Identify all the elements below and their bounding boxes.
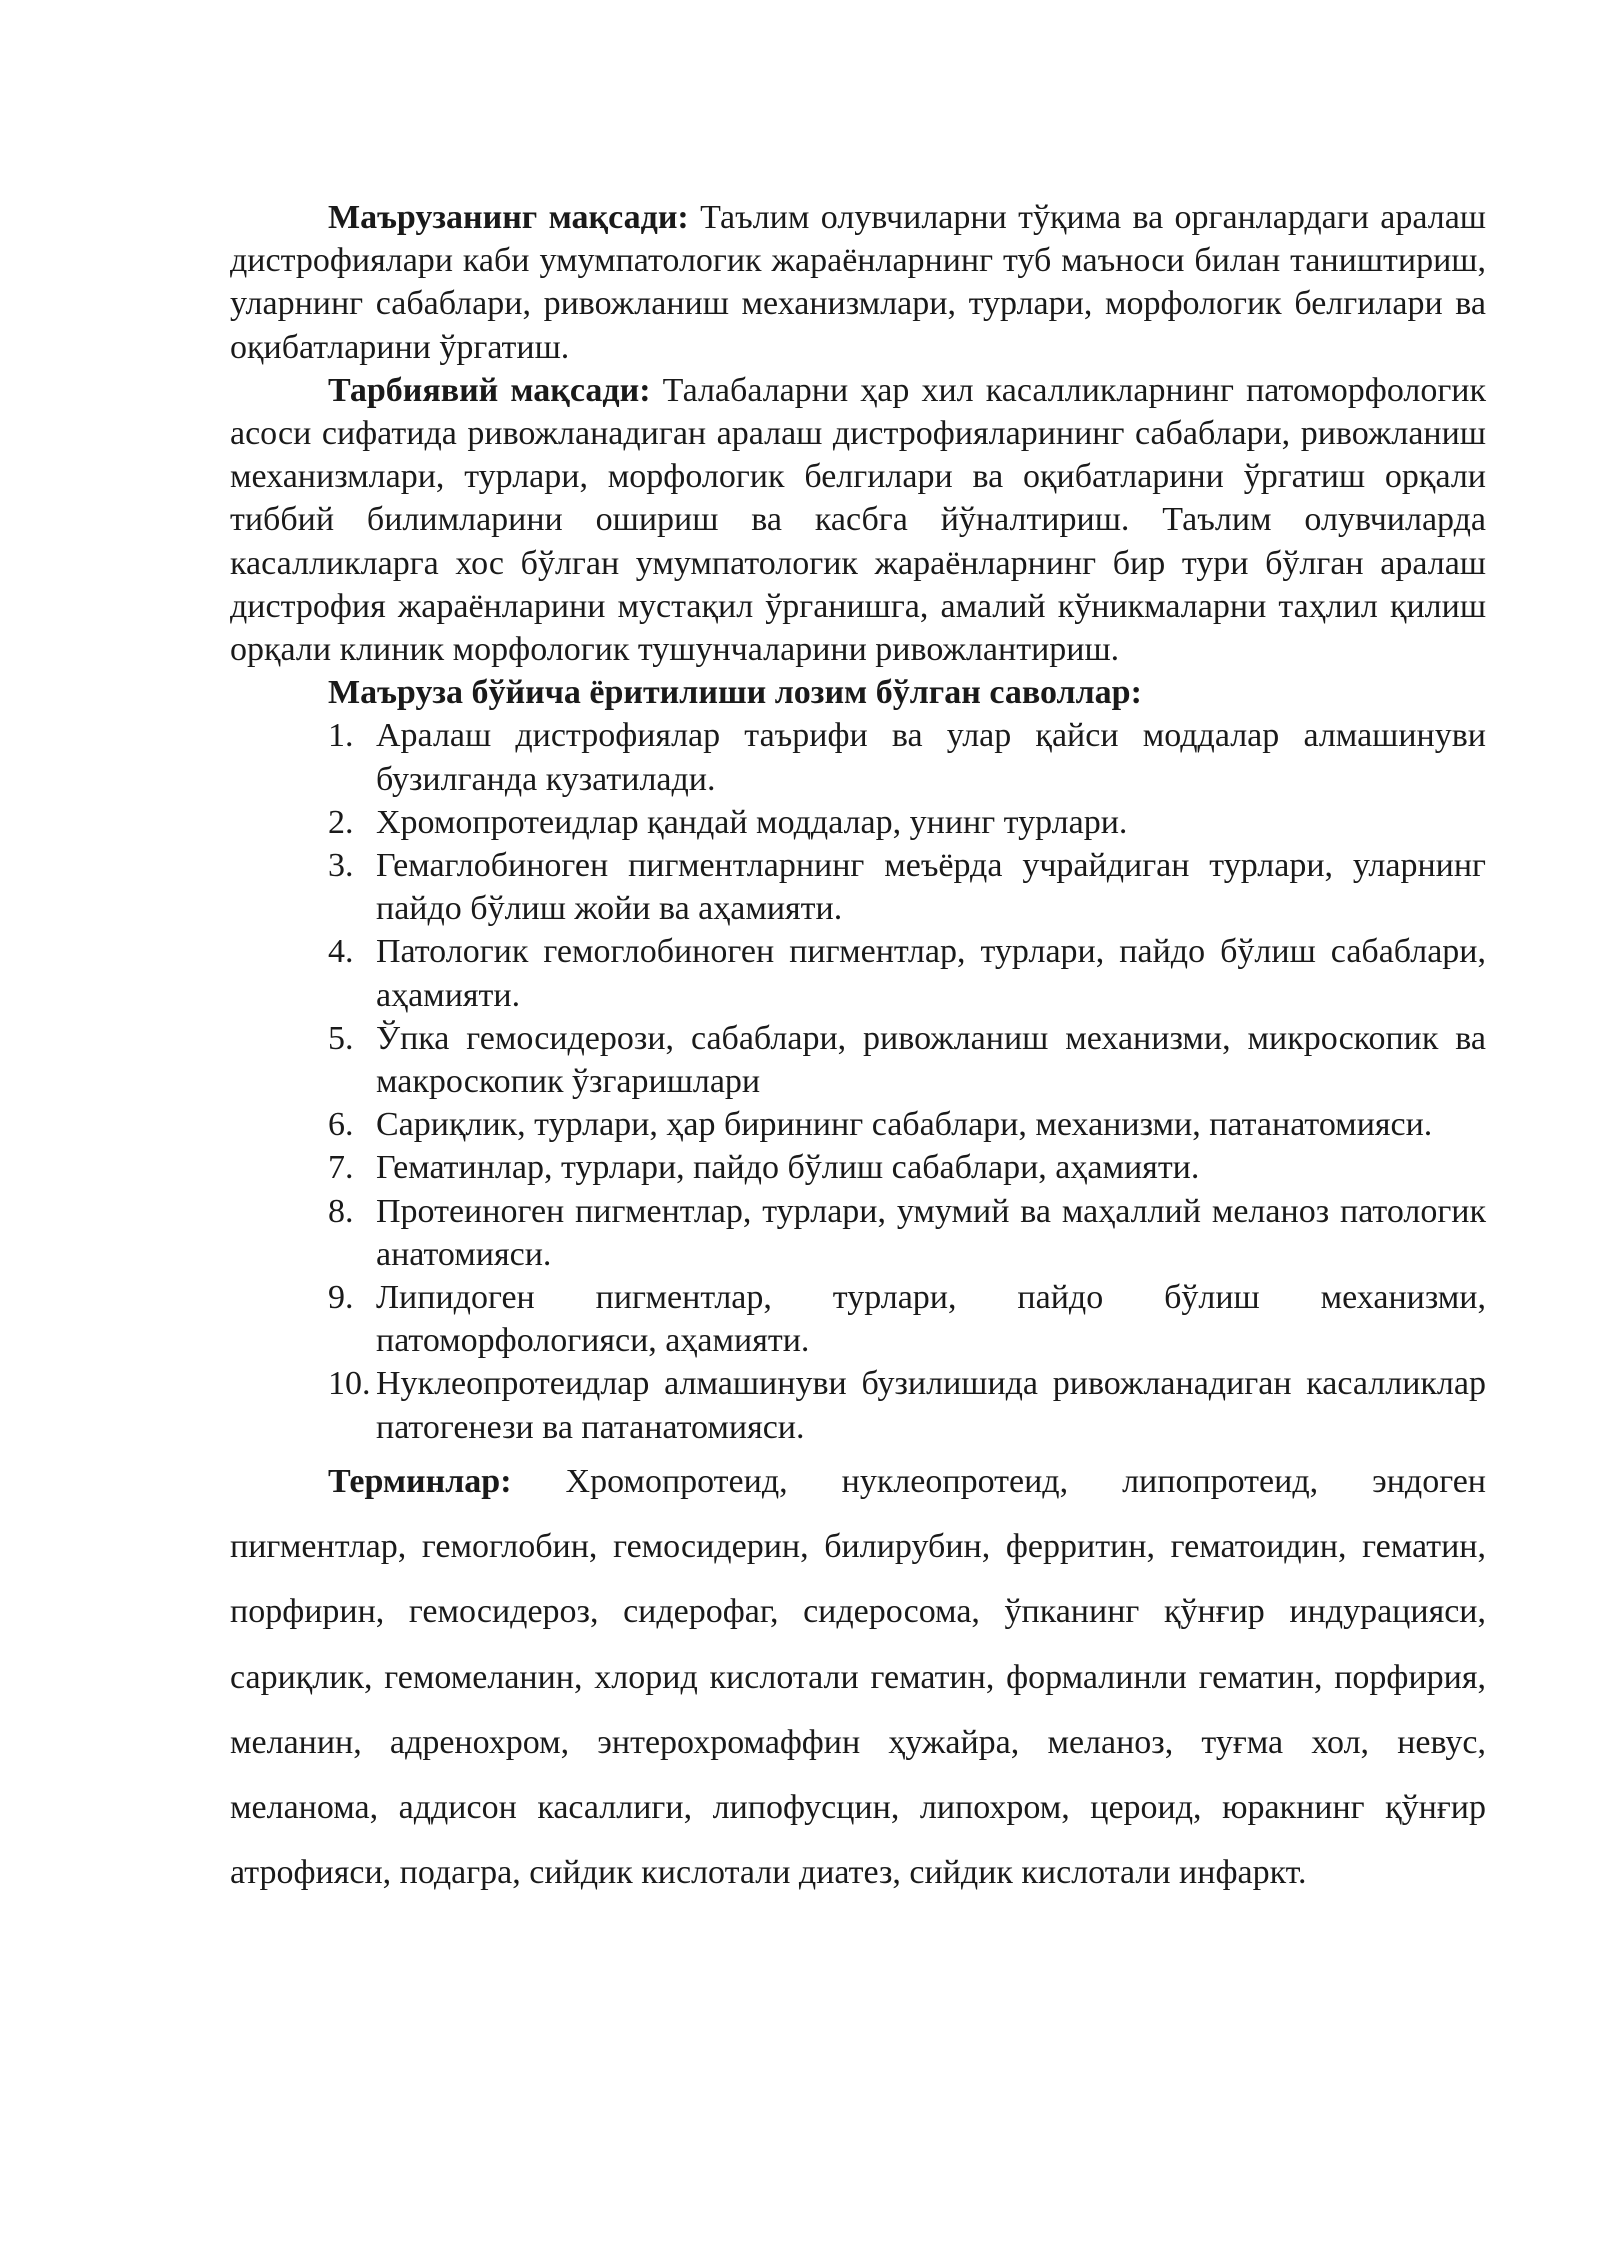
educational-goal-paragraph (230, 369, 1486, 671)
list-item (328, 1190, 1486, 1276)
list-item-text: Липидоген пигментлар, турлари, пайдо бўлиш механизми, патоморфологияси, аҳамияти. (376, 1279, 1486, 1360)
list-item (328, 1362, 1486, 1448)
list-item (328, 930, 1486, 1016)
educational-goal-label: Тарбиявий мақсади: (328, 371, 651, 409)
list-item-text: Гематинлар, турлари, пайдо бўлиш сабаблари, аҳамияти. (376, 1149, 1200, 1187)
list-item-text: Хромопротеидлар қандай моддалар, унинг турлари. (376, 803, 1128, 841)
terms-text: Хромопротеид, нуклеопротеид, липопротеид, эндоген пигментлар, гемоглобин, гемосидерин, билирубин, ферритин, гематоидин, гематин, порфирин, гемосидероз, сидерофаг, сидеросома, ўпканинг қўнғир индурацияси, сариқлик, гемомеланин, хлорид кислотали гематин, формалинли гематин, порфирия, меланин, адренохром, энтерохромаффин ҳужайра, меланоз, туғма хол, невус, меланома, аддисон касаллиги, липофусцин, липохром, цероид, юракнинг қўнғир атрофияси, подагра, сийдик кислотали диатез, сийдик кислотали инфаркт. (230, 1462, 1486, 1892)
list-item (328, 801, 1486, 844)
questions-list (230, 714, 1486, 1448)
lecture-goal-text: Таълим олувчиларни тўқима ва органлардаги аралаш дистрофиялари каби умумпатологик жараёнларнинг туб маъноси билан таништириш, уларнинг сабаблари, ривожланиш механизмлари, турлари, морфологик белгилари ва оқибатларини ўргатиш. (230, 199, 1486, 366)
list-item (328, 1276, 1486, 1362)
terms-paragraph (230, 1449, 1486, 1905)
list-item (328, 844, 1486, 930)
list-item-text: Патологик гемоглобиноген пигментлар, турлари, пайдо бўлиш сабаблари, аҳамияти. (376, 933, 1486, 1014)
list-item (328, 1017, 1486, 1103)
list-item-number: 1. (328, 717, 354, 755)
list-item-number: 6. (328, 1106, 354, 1144)
questions-heading: Маъруза бўйича ёритилиши лозим бўлган саволлар: (328, 674, 1142, 712)
list-item (328, 1146, 1486, 1189)
list-item-text: Ўпка гемосидерози, сабаблари, ривожланиш механизми, микроскопик ва макроскопик ўзгаришлари (376, 1019, 1486, 1101)
document-page (230, 196, 1486, 1905)
list-item (328, 714, 1486, 800)
list-item-number: 4. (328, 933, 354, 971)
list-item-number: 7. (328, 1149, 354, 1187)
list-item-text: Гемаглобиноген пигментларнинг меъёрда учрайдиган турлари, уларнинг пайдо бўлиш жойи ва аҳамияти. (376, 847, 1486, 928)
list-item-number: 3. (328, 847, 354, 885)
list-item-number: 10. (328, 1365, 371, 1403)
list-item (328, 1103, 1486, 1146)
terms-label: Терминлар: (328, 1462, 512, 1500)
list-item-number: 5. (328, 1019, 354, 1057)
list-item-text: Аралаш дистрофиялар таърифи ва улар қайси моддалар алмашинуви бузилганда кузатилади. (376, 717, 1486, 798)
list-item-number: 9. (328, 1279, 354, 1317)
educational-goal-text: Талабаларни ҳар хил касалликларнинг патоморфологик асоси сифатида ривожланадиган аралаш дистрофияларининг сабаблари, ривожланиш механизмлари, турлари, морфологик белгилари ва оқибатларини ўргатиш орқали тиббий билимларини ошириш ва касбга йўналтириш. Таълим олувчиларда касалликларга хос бўлган умумпатологик жараёнларнинг бир тури бўлган аралаш дистрофия жараёнларини мустақил ўрганишга, амалий кўникмаларни таҳлил қилиш орқали клиник морфологик тушунчаларини ривожлантириш. (230, 371, 1487, 669)
lecture-goal-label: Маърузанинг мақсади: (328, 199, 689, 236)
list-item-text: Нуклеопротеидлар алмашинуви бузилишида ривожланадиган касалликлар патогенези ва патанатомияси. (376, 1365, 1486, 1446)
list-item-text: Сариқлик, турлари, ҳар бирининг сабаблари, механизми, патанатомияси. (376, 1106, 1433, 1144)
list-item-text: Протеиноген пигментлар, турлари, умумий ва маҳаллий меланоз патологик анатомияси. (376, 1192, 1486, 1273)
lecture-goal-paragraph (230, 196, 1486, 369)
list-item-number: 8. (328, 1192, 354, 1230)
list-item-number: 2. (328, 803, 354, 841)
